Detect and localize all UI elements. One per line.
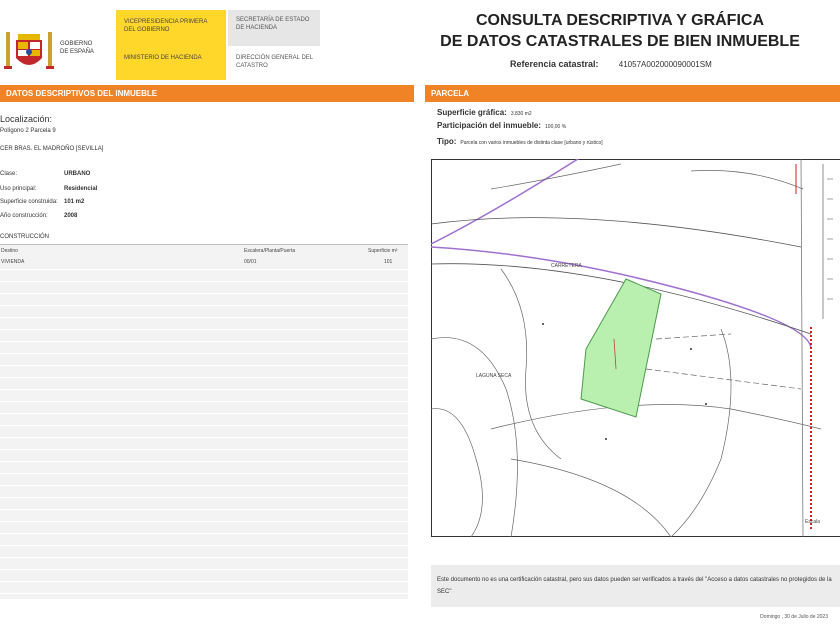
table-rule (0, 329, 408, 330)
table-rule (0, 497, 408, 498)
field-value: 101 m2 (64, 199, 85, 205)
field-row (0, 199, 84, 205)
point-marker (705, 403, 707, 405)
table-rule (0, 317, 408, 318)
field-key: Clase: (0, 171, 18, 177)
field-value: Residencial (64, 186, 98, 192)
document-title-line: DE DATOS CATASTRALES DE BIEN INMUEBLE (440, 33, 800, 50)
participation-row (437, 121, 566, 130)
government-header (0, 8, 322, 78)
document-title (440, 10, 800, 52)
type-row (437, 137, 603, 146)
table-rule (0, 509, 408, 510)
coat-of-arms-icon (4, 26, 54, 76)
point-marker (690, 348, 692, 350)
cadastral-reference-label: Referencia catastral: (510, 59, 599, 69)
point-marker (542, 323, 544, 325)
table-rule (0, 437, 408, 438)
graphic-surface-value: 3.830 m2 (510, 111, 532, 117)
graphic-surface-row (437, 108, 532, 117)
table-header-cell: Escalera/Planta/Puerta (244, 248, 296, 254)
government-name (60, 40, 112, 56)
table-rule (0, 569, 408, 570)
table-rule (0, 305, 408, 306)
disclaimer-text: Este documento no es una certificación catastral, pero sus datos pueden ser verificados a través del "Acceso a datos catastrales no protegidos de la SEC" (437, 577, 832, 595)
disclaimer-box (431, 565, 840, 607)
table-header-cell: Destino (1, 248, 18, 254)
map-label-road: CARRETERA (551, 263, 582, 269)
table-rule (0, 269, 408, 270)
table-rule (0, 461, 408, 462)
table-rule (0, 449, 408, 450)
field-key: Año construcción: (0, 213, 48, 219)
table-rule (0, 389, 408, 390)
table-rule (0, 581, 408, 582)
type-label: Tipo: (437, 137, 457, 146)
field-row (0, 186, 97, 192)
table-rule (0, 365, 408, 366)
map-label-scale: Escala (805, 519, 821, 525)
document-title-line: CONSULTA DESCRIPTIVA Y GRÁFICA (475, 12, 764, 29)
directorate-name: DIRECCIÓN GENERAL DEL CATASTRO (236, 55, 313, 69)
field-key: Uso principal: (0, 186, 37, 192)
map-label-locality: LAGUNA SECA (476, 373, 512, 379)
ministry-primary: VICEPRESIDENCIA PRIMERA DEL GOBIERNO (124, 19, 208, 33)
table-rule (0, 377, 408, 378)
table-rule (0, 413, 408, 414)
field-row (0, 171, 90, 177)
location-line: CER BRAS. EL MADROÑO [SEVILLA] (0, 146, 104, 152)
secretariat-box (228, 10, 320, 46)
table-rule (0, 593, 408, 594)
table-rule (0, 557, 408, 558)
cadastral-reference-value: 41057A002000090001SM (618, 60, 712, 69)
location-label: Localización: (0, 114, 53, 124)
location-line: Polígono 2 Parcela 9 (0, 128, 56, 134)
graphic-surface-label: Superficie gráfica: (437, 108, 507, 117)
parcel-map[interactable] (431, 159, 840, 537)
participation-label: Participación del inmueble: (437, 121, 542, 130)
table-rule (0, 293, 408, 294)
table-rule (0, 521, 408, 522)
construction-label: CONSTRUCCIÓN (0, 234, 49, 240)
parcel-header: PARCELA (425, 85, 840, 102)
table-cell: 00/01 (244, 259, 257, 265)
table-rule (0, 425, 408, 426)
table-rule (0, 281, 408, 282)
government-name-line: GOBIERNO (60, 41, 93, 47)
field-value: URBANO (64, 171, 91, 177)
table-rule (0, 341, 408, 342)
table-rule (0, 353, 408, 354)
table-rule (0, 401, 408, 402)
point-marker (605, 438, 607, 440)
field-row (0, 213, 77, 219)
table-header-cell: Superficie m² (368, 248, 398, 254)
table-rule (0, 473, 408, 474)
table-rule (0, 545, 408, 546)
table-cell: 101 (384, 259, 393, 265)
field-value: 2008 (64, 213, 78, 219)
participation-value: 100,00 % (545, 124, 567, 130)
table-cell: VIVIENDA (1, 259, 25, 265)
document-date: Domingo , 30 de Julio de 2023 (760, 614, 828, 620)
type-value: Parcela con varios inmuebles de distinta clase [urbano y rústico] (460, 140, 603, 146)
cadastral-reference (510, 59, 810, 69)
government-name-line: DE ESPAÑA (60, 49, 94, 55)
field-key: Superficie construida: (0, 199, 58, 205)
construction-table (0, 244, 408, 599)
table-rule (0, 533, 408, 534)
descriptive-data-header: DATOS DESCRIPTIVOS DEL INMUEBLE (0, 85, 414, 102)
secretariat-name: SECRETARÍA DE ESTADO DE HACIENDA (236, 17, 310, 31)
ministry-box (116, 10, 226, 80)
table-rule (0, 485, 408, 486)
ministry-secondary: MINISTERIO DE HACIENDA (124, 55, 202, 61)
